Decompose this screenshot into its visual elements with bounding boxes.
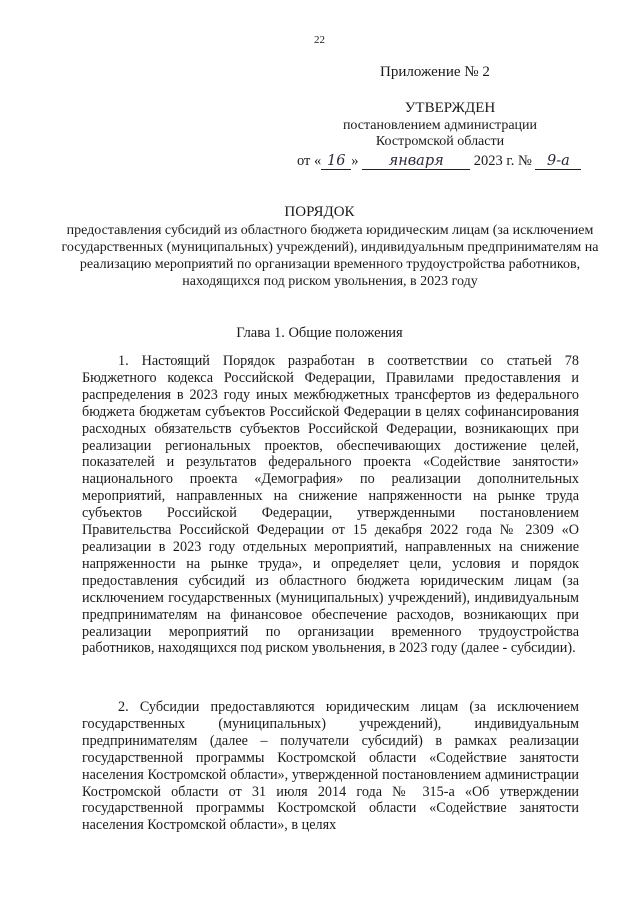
approved-by-line1: постановлением администрации (342, 118, 538, 133)
approved-stamp-text: УТВЕРЖДЕН (404, 100, 496, 116)
chapter-heading: Глава 1. Общие положения (236, 325, 403, 341)
approved-by (300, 118, 580, 150)
date-mid: » (351, 153, 359, 169)
date-prefix: от « (297, 153, 322, 169)
decree-number-handwritten: 9-а (535, 154, 581, 170)
appendix-label: Приложение № 2 (380, 64, 490, 80)
page-number: 22 (314, 34, 325, 46)
date-year: 2023 г. № (473, 153, 532, 169)
document-subtitle: предоставления субсидий из областного бюджета юридическим лицам (за исключением государственных (муниципальных) учреждений), индивидуальным предпринимателям на реализацию мероприятий по организации временного трудоустройства работников, находящихся под риском увольнения, в 2023 году (61, 223, 599, 289)
approved-by-line2: Костромской области (375, 134, 505, 149)
date-day-handwritten: 16 (321, 154, 351, 170)
decree-date-line (297, 153, 581, 170)
paragraph-2: 2. Субсидии предоставляются юридическим лицам (за исключением государственных (муниципальных) учреждений), индивидуальным предпринимателям (далее – получатели субсидий) в рамках реализации государственной программы Костромской области «Содействие занятости населения Костромской области», утвержденной постановлением администрации Костромской области от 31 июля 2014 года № 315-а «Об утверждении государственной программы Костромской области «Содействие занятости населения Костромской области», в целях (82, 699, 579, 834)
date-month-handwritten: января (362, 154, 470, 170)
document-title: ПОРЯДОК (284, 204, 355, 220)
paragraph-1: 1. Настоящий Порядок разработан в соответствии со статьей 78 Бюджетного кодекса Российской Федерации, Правилами предоставления и распределения в 2023 году иных межбюджетных трансфертов из федерального бюджета бюджетам субъектов Российской Федерации в целях софинансирования расходных обязательств субъектов Российской Федерации, возникающих при реализации региональных проектов, обеспечивающих достижение целей, показателей и результатов федерального проекта «Содействие занятости» национального проекта «Демография» по реализации дополнительных мероприятий, направленных на снижение напряженности на рынке труда субъектов Российской Федерации, утвержденными постановлением Правительства Российской Федерации от 15 декабря 2022 года № 2309 «О реализации в 2023 году отдельных мероприятий, направленных на снижение напряженности на рынке труда», и определяет цели, условия и порядок предоставления субсидий из областного бюджета юридическим лицам (за исключением государственных (муниципальных) учреждений), индивидуальным предпринимателям на финансовое обеспечение расходов, возникающих при реализации мероприятий по организации временного трудоустройства работников, находящихся под риском увольнения, в 2023 году (далее - субсидии). (82, 353, 579, 657)
